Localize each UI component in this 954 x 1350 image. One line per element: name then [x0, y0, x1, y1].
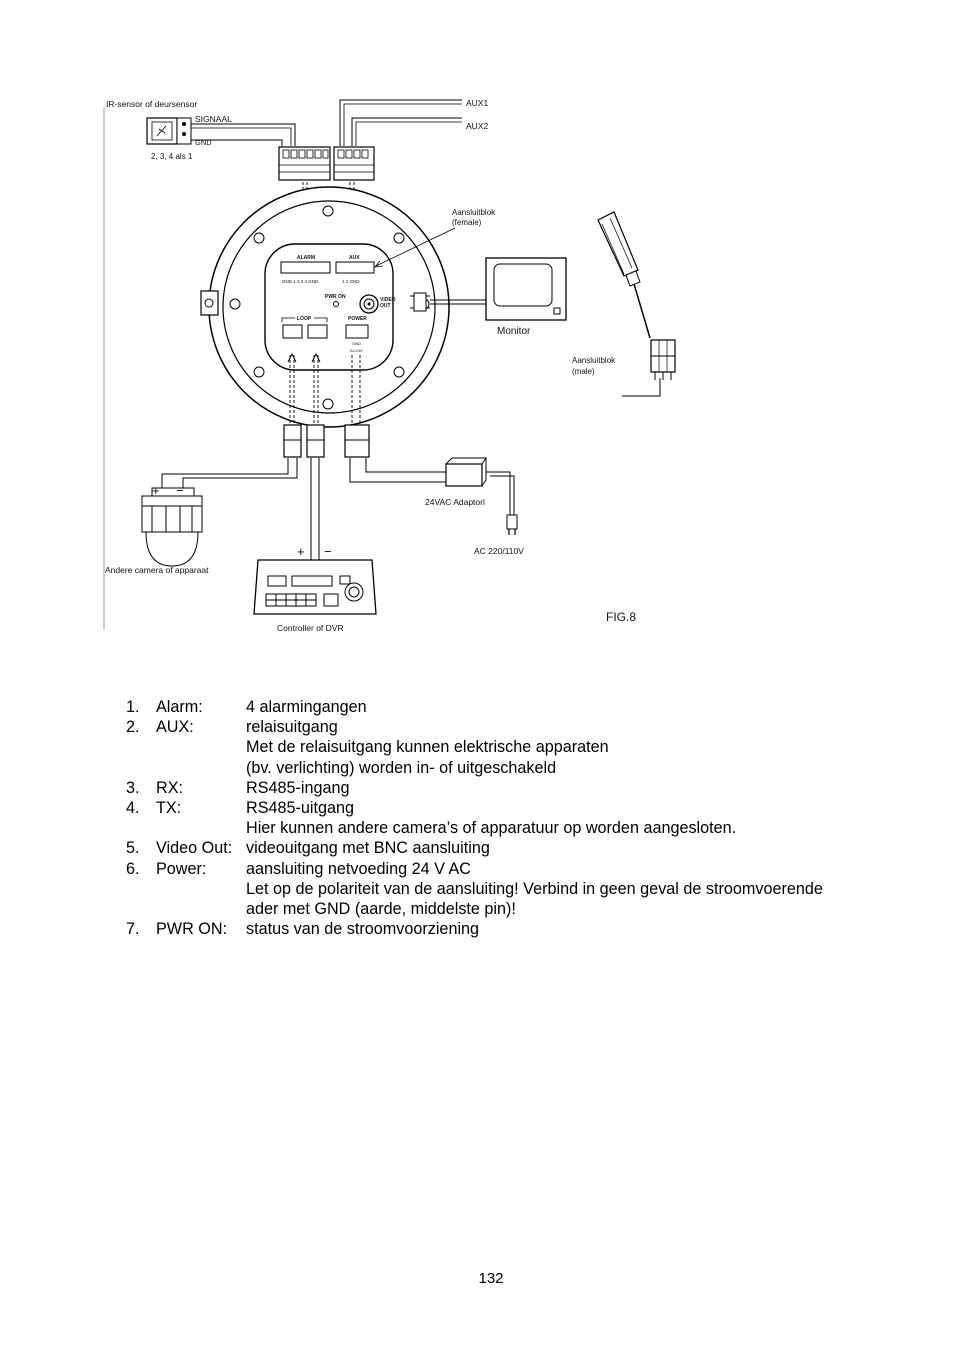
aansluitblok-female-label-1: Aansluitblok — [452, 208, 496, 217]
list-item-continuation: ader met GND (aarde, middelste pin)! — [246, 900, 516, 919]
camera-minus-label: − — [176, 483, 184, 498]
list-item-number: 4. — [126, 799, 140, 818]
gnd-label: GND — [195, 138, 212, 147]
power-plug-icon — [507, 515, 517, 535]
as1-label: 2, 3, 4 als 1 — [151, 152, 193, 161]
panel-aux-label: AUX — [349, 255, 360, 261]
list-item-description: aansluiting netvoeding 24 V AC — [246, 859, 471, 878]
panel-alarm-label: ALARM — [297, 255, 316, 261]
panel-gnd-label: GND — [352, 341, 361, 346]
panel-ac24v-label: AC24V — [350, 348, 363, 353]
list-item-term: Alarm: — [156, 698, 203, 716]
list-item-number: 1. — [126, 698, 140, 716]
loop-connector-1 — [284, 425, 301, 457]
ac-label: AC 220/110V — [474, 546, 524, 556]
power-connector — [345, 425, 369, 457]
list-item-term: AUX: — [156, 718, 194, 737]
signaal-label: SIGNAAL — [195, 114, 232, 124]
list-item-number: 2. — [126, 718, 140, 737]
list-item-number: 5. — [126, 839, 140, 858]
aux-terminal-block — [334, 147, 374, 180]
list-item-term: TX: — [156, 799, 182, 818]
list-item-term: PWR ON: — [156, 920, 228, 939]
bnc-connector-icon — [360, 295, 378, 313]
list-item-description: RS485-uitgang — [246, 799, 354, 818]
camera-base-plate — [201, 187, 449, 427]
list-item-number: 3. — [126, 778, 140, 797]
adaptor-icon — [446, 458, 486, 486]
panel-alarm-pins: GND 1 2 3 4 GND — [282, 279, 319, 284]
list-item-continuation: Hier kunnen andere camera’s of apparatuur op worden aangesloten. — [246, 819, 737, 838]
list-item-term: Video Out: — [156, 839, 233, 858]
wiring-diagram-fig8 — [0, 0, 954, 660]
list-item-continuation: Met de relaisuitgang kunnen elektrische apparaten — [246, 738, 609, 757]
adaptor-label: 24VAC Adaptorl — [425, 497, 485, 507]
panel-loop-label: LOOP — [297, 316, 312, 322]
legend-list — [126, 697, 906, 939]
list-item-description: status van de stroomvoorziening — [246, 920, 480, 939]
controller-label: Controller of DVR — [277, 623, 344, 633]
list-item-continuation: (bv. verlichting) worden in- of uitgeschakeld — [246, 758, 557, 777]
andere-camera-label: Andere camera of apparaat — [105, 565, 209, 575]
panel-video-label-1: VIDEO — [380, 297, 396, 303]
panel-power-label: POWER — [348, 316, 367, 322]
list-item-description: RS485-ingang — [246, 778, 350, 797]
controller-plus-label: + — [297, 544, 305, 559]
monitor-label: Monitor — [497, 326, 531, 337]
list-item — [126, 798, 906, 818]
list-item-description: 4 alarmingangen — [246, 698, 367, 716]
list-item-continuation: Let op de polariteit van de aansluiting! Verbind in geen geval de stroomvoerende — [246, 879, 823, 898]
panel-aux-pins: 1 2 GND — [342, 279, 360, 284]
list-item — [126, 838, 906, 858]
loop-connector-2 — [307, 425, 324, 457]
camera-plus-label: + — [152, 483, 160, 498]
screwdriver-icon — [598, 212, 650, 338]
list-item — [126, 717, 906, 737]
aansluitblok-female-label-2: (female) — [452, 218, 482, 227]
dome-camera-icon — [142, 488, 202, 566]
controller-dvr-icon — [254, 560, 376, 614]
aansluitblok-male-label-2: (male) — [572, 367, 595, 376]
aansluitblok-male-label-1: Aansluitblok — [572, 356, 616, 365]
list-item — [126, 919, 906, 939]
list-item-description: videouitgang met BNC aansluiting — [246, 839, 490, 858]
list-item — [126, 859, 906, 879]
list-item-description: relaisuitgang — [246, 718, 338, 737]
aux2-label: AUX2 — [466, 121, 489, 131]
list-item — [126, 778, 906, 798]
controller-minus-label: − — [324, 544, 332, 559]
ir-sensor-label: IR-sensor of deursensor — [106, 99, 198, 109]
ir-sensor-icon — [147, 118, 191, 144]
aux1-label: AUX1 — [466, 98, 489, 108]
list-item — [126, 697, 906, 717]
panel-pwr-on-label: PWR ON — [325, 294, 346, 300]
list-item-number: 7. — [126, 920, 140, 939]
page-number: 132 — [478, 1270, 504, 1287]
figure-number: FIG.8 — [606, 610, 637, 624]
list-item-number: 6. — [126, 859, 140, 878]
panel-video-label-2: OUT — [380, 303, 391, 309]
list-item-term: RX: — [156, 778, 183, 797]
terminal-block-male-icon — [651, 340, 675, 380]
alarm-terminal-block — [279, 147, 330, 180]
list-item-term: Power: — [156, 859, 207, 878]
